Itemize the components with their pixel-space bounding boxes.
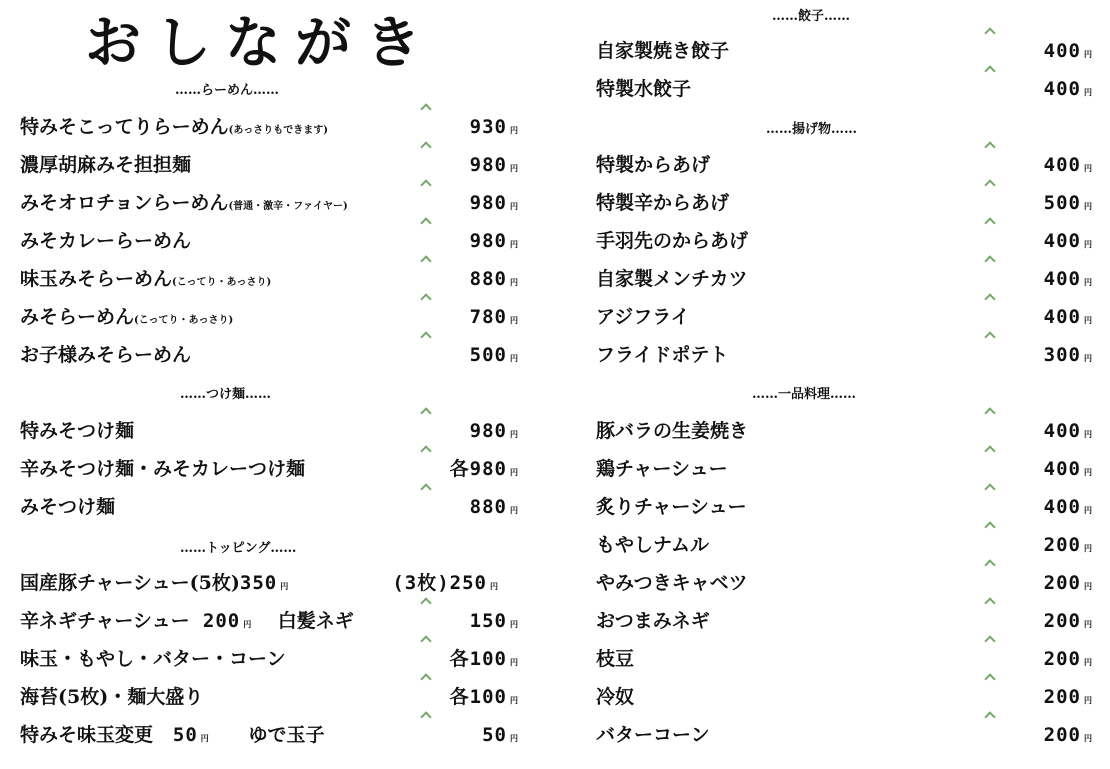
menu-item-name: 炙りチャーシュー bbox=[596, 496, 747, 518]
menu-item-price: 各100 円 bbox=[449, 686, 518, 708]
menu-item-price: 200 円 bbox=[1043, 648, 1092, 670]
menu-item-price: 400 円 bbox=[1043, 306, 1092, 328]
topping-row bbox=[20, 678, 518, 716]
topping-row bbox=[20, 564, 518, 602]
menu-title: おしながき bbox=[85, 10, 435, 76]
menu-item-price: 200 円 bbox=[1043, 572, 1092, 594]
menu-item-row bbox=[596, 412, 1092, 450]
menu-item-price: 880 円 bbox=[469, 268, 518, 290]
menu-item-row bbox=[20, 412, 518, 450]
tick-mark-icon bbox=[420, 103, 431, 114]
menu-item-name: 辛みそつけ麺・みそカレーつけ麺 bbox=[20, 458, 306, 480]
menu-item-row bbox=[20, 108, 518, 146]
menu-item-price: 各100 円 bbox=[449, 648, 518, 670]
menu-item-name: 特みそつけ麺 bbox=[20, 420, 135, 442]
menu-item-price: 400 円 bbox=[1043, 496, 1092, 518]
menu-item-price: 980 円 bbox=[469, 420, 518, 442]
menu-item-price: 780 円 bbox=[469, 306, 518, 328]
section-header-ramen: ……らーめん…… bbox=[175, 83, 280, 98]
section-header-ippin: ……一品料理…… bbox=[752, 387, 857, 402]
menu-item-row bbox=[596, 260, 1092, 298]
menu-item-price: 880 円 bbox=[469, 496, 518, 518]
menu-item-row bbox=[20, 450, 518, 488]
menu-item-name: もやしナムル bbox=[596, 534, 710, 556]
menu-item-price: 980 円 bbox=[469, 230, 518, 252]
menu-item-price: 400 円 bbox=[1043, 268, 1092, 290]
menu-item-price: 400 円 bbox=[1043, 78, 1092, 100]
menu-item-row bbox=[596, 716, 1092, 754]
menu-item-price: 300 円 bbox=[1043, 344, 1092, 366]
menu-item-row bbox=[596, 222, 1092, 260]
menu-item-name: 自家製メンチカツ bbox=[596, 268, 748, 290]
menu-item-name: 手羽先のからあげ bbox=[596, 230, 749, 252]
menu-item-price: 930 円 bbox=[469, 116, 518, 138]
menu-item-name: みそらーめん(こってり・あっさり) bbox=[20, 306, 234, 328]
tick-mark-icon bbox=[984, 27, 995, 38]
menu-item-name: 枝豆 bbox=[596, 648, 635, 670]
menu-item-row bbox=[596, 526, 1092, 564]
menu-item-row bbox=[20, 336, 518, 374]
menu-item-name: 特みそこってりらーめん(あっさりもできます) bbox=[20, 116, 328, 138]
menu-item-price: 400 円 bbox=[1043, 420, 1092, 442]
menu-item-row bbox=[596, 640, 1092, 678]
menu-item-name: 海苔(5枚)・麺大盛り bbox=[20, 686, 204, 708]
menu-item-name: 国産豚チャーシュー(5枚)350 円 bbox=[20, 572, 289, 594]
menu-item-name: 特みそ味玉変更 50 円 ゆで玉子 bbox=[20, 724, 325, 746]
menu-item-price: 500 円 bbox=[469, 344, 518, 366]
tick-mark-icon bbox=[984, 141, 995, 152]
menu-item-row bbox=[20, 298, 518, 336]
menu-item-row bbox=[596, 146, 1092, 184]
menu-item-row bbox=[20, 222, 518, 260]
menu-item-row bbox=[596, 298, 1092, 336]
menu-item-row bbox=[596, 450, 1092, 488]
menu-item-row bbox=[596, 336, 1092, 374]
menu-item-name: お子様みそらーめん bbox=[20, 344, 192, 366]
menu-item-name: バターコーン bbox=[596, 724, 710, 746]
menu-item-name: 鶏チャーシュー bbox=[596, 458, 728, 480]
menu-item-name: やみつきキャベツ bbox=[596, 572, 748, 594]
menu-item-price: 200 円 bbox=[1043, 686, 1092, 708]
menu-item-row bbox=[20, 488, 518, 526]
menu-item-price: (3枚)250 円 bbox=[392, 572, 498, 594]
menu-item-price: 200 円 bbox=[1043, 610, 1092, 632]
menu-item-name: 自家製焼き餃子 bbox=[596, 40, 730, 62]
menu-item-name: みそつけ麺 bbox=[20, 496, 116, 518]
menu-item-name: みそオロチョンらーめん(普通・激辛・ファイヤー) bbox=[20, 192, 348, 214]
menu-item-price: 500 円 bbox=[1043, 192, 1092, 214]
topping-row bbox=[20, 602, 518, 640]
menu-item-price: 980 円 bbox=[469, 192, 518, 214]
section-header-tsukemen: ……つけ麺…… bbox=[180, 387, 272, 402]
menu-item-row bbox=[20, 146, 518, 184]
menu-item-price: 150 円 bbox=[469, 610, 518, 632]
menu-item-name: アジフライ bbox=[596, 306, 690, 328]
menu-item-name: 特製水餃子 bbox=[596, 78, 692, 100]
topping-row bbox=[20, 640, 518, 678]
menu-item-row bbox=[596, 184, 1092, 222]
menu-item-price: 各980 円 bbox=[449, 458, 518, 480]
menu-item-name: 濃厚胡麻みそ担担麺 bbox=[20, 154, 192, 176]
menu-item-row bbox=[596, 564, 1092, 602]
menu-item-price: 980 円 bbox=[469, 154, 518, 176]
menu-item-price: 200 円 bbox=[1043, 724, 1092, 746]
section-header-topping: ……トッピング…… bbox=[180, 541, 297, 556]
menu-item-row bbox=[596, 678, 1092, 716]
menu-item-row bbox=[596, 70, 1092, 108]
menu-item-row bbox=[596, 32, 1092, 70]
menu-item-price: 50 円 bbox=[482, 724, 518, 746]
tick-mark-icon bbox=[984, 407, 995, 418]
menu-item-row bbox=[20, 260, 518, 298]
section-header-agemono: ……揚げ物…… bbox=[766, 122, 858, 137]
menu-item-name: 味玉・もやし・バター・コーン bbox=[20, 648, 286, 670]
menu-item-name: 辛ネギチャーシュー 200 円 白髪ネギ bbox=[20, 610, 354, 632]
menu-item-price: 200 円 bbox=[1043, 534, 1092, 556]
menu-item-price: 400 円 bbox=[1043, 40, 1092, 62]
menu-item-name: おつまみネギ bbox=[596, 610, 710, 632]
menu-item-row bbox=[596, 488, 1092, 526]
menu-item-name: 味玉みそらーめん(こってり・あっさり) bbox=[20, 268, 272, 290]
menu-item-row bbox=[20, 184, 518, 222]
topping-row bbox=[20, 716, 518, 754]
menu-item-price: 400 円 bbox=[1043, 230, 1092, 252]
menu-item-name: 冷奴 bbox=[596, 686, 635, 708]
menu-item-name: フライドポテト bbox=[596, 344, 729, 366]
section-header-gyoza: ……餃子…… bbox=[772, 9, 851, 24]
menu-item-name: みそカレーらーめん bbox=[20, 230, 192, 252]
menu-item-price: 400 円 bbox=[1043, 154, 1092, 176]
menu-item-row bbox=[596, 602, 1092, 640]
menu-item-name: 特製辛からあげ bbox=[596, 192, 730, 214]
menu-item-name: 豚バラの生姜焼き bbox=[596, 420, 749, 442]
menu-item-name: 特製からあげ bbox=[596, 154, 711, 176]
tick-mark-icon bbox=[420, 407, 431, 418]
menu-item-price: 400 円 bbox=[1043, 458, 1092, 480]
